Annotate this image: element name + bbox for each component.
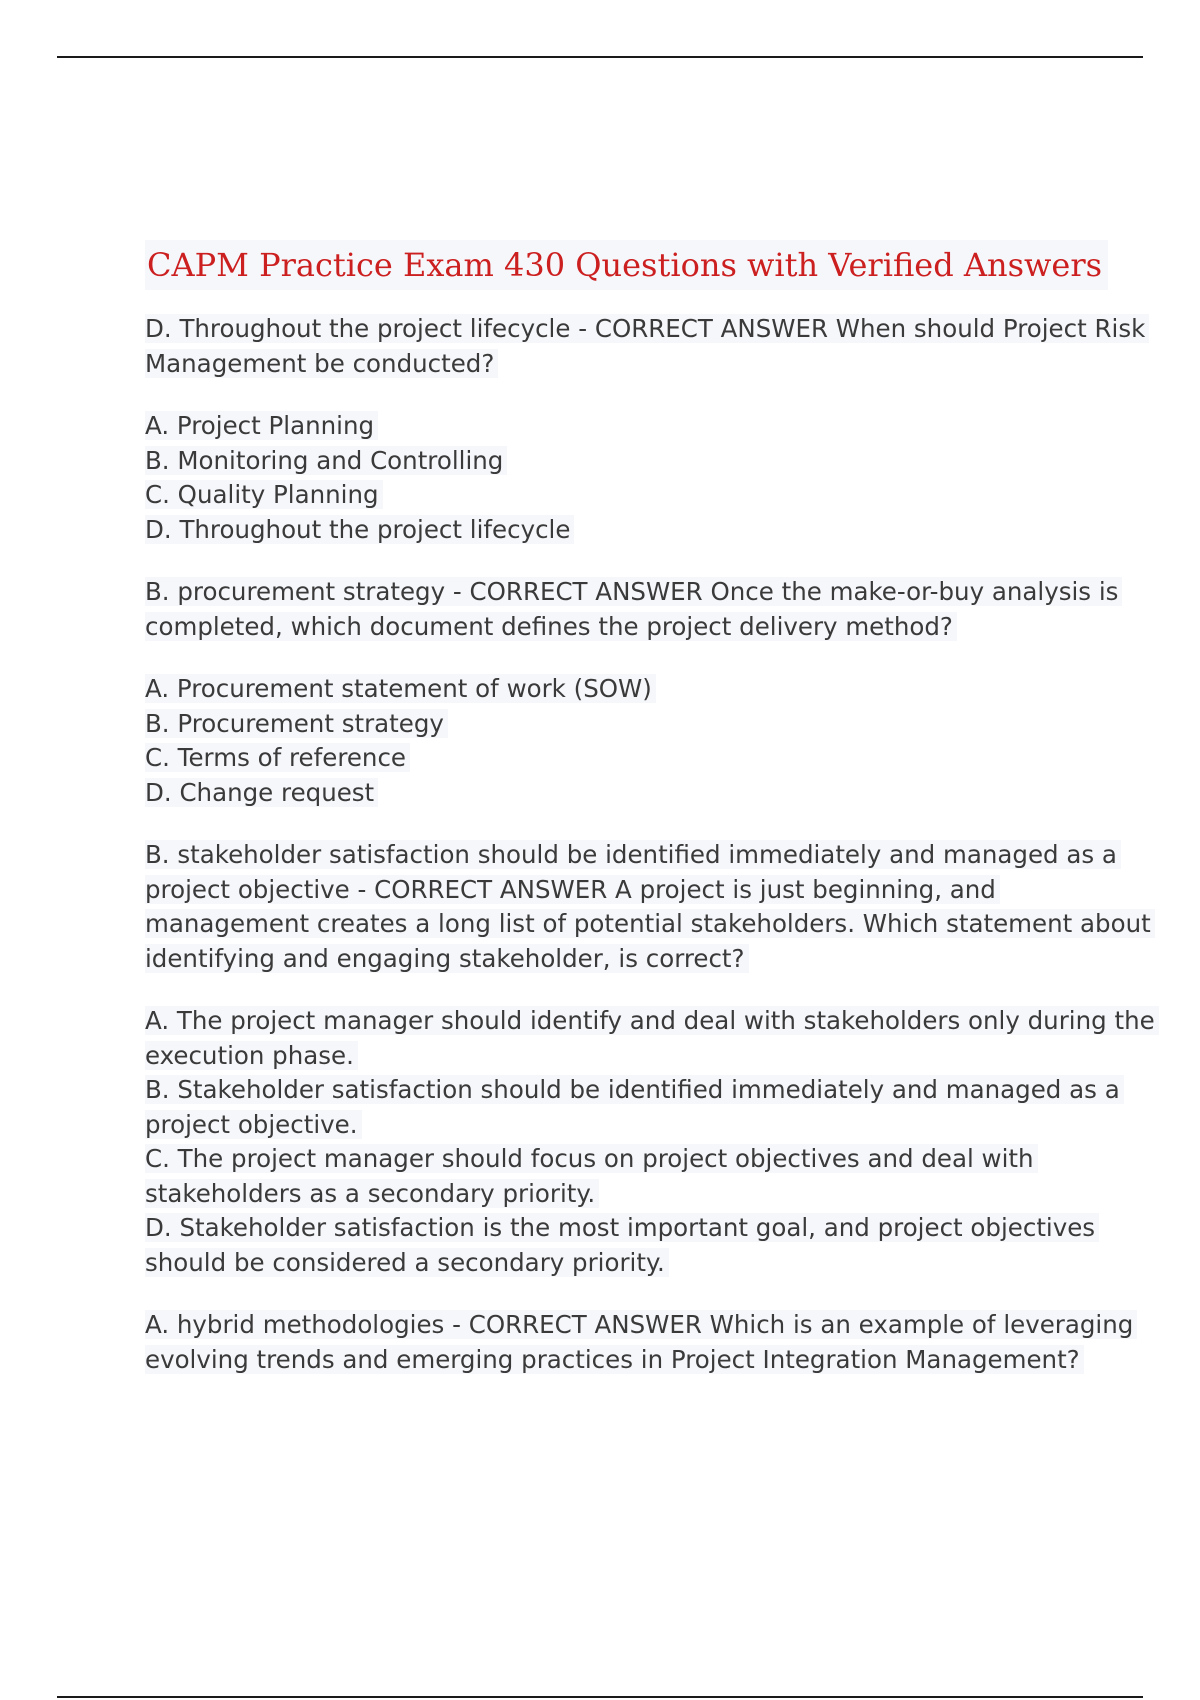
question-4-prompt (145, 1308, 1134, 1377)
question-3-options (145, 1004, 1155, 1280)
option-line: B. Stakeholder satisfaction should be identified immediately and managed as a (145, 1073, 1095, 1108)
option-line: B. Procurement strategy (145, 707, 1095, 742)
question-2-prompt (145, 575, 1119, 644)
option-line: C. Quality Planning (145, 478, 1095, 513)
prompt-line: Management be conducted? (145, 347, 1095, 382)
prompt-line: management creates a long list of potential stakeholders. Which statement about (145, 907, 1095, 942)
option-line: should be considered a secondary priority. (145, 1246, 1095, 1281)
prompt-line: completed, which document defines the project delivery method? (145, 610, 1095, 645)
option-line: stakeholders as a secondary priority. (145, 1177, 1095, 1212)
option-line: D. Change request (145, 776, 1095, 811)
footer-rule (57, 1696, 1143, 1698)
prompt-line: B. procurement strategy - CORRECT ANSWER Once the make-or-buy analysis is (145, 575, 1095, 610)
option-line: C. Terms of reference (145, 741, 1095, 776)
option-line: A. Procurement statement of work (SOW) (145, 672, 1095, 707)
question-3-prompt (145, 838, 1151, 976)
question-1-prompt (145, 312, 1146, 381)
document-title: CAPM Practice Exam 430 Questions with Verified Answers (145, 240, 1108, 290)
prompt-line: identifying and engaging stakeholder, is correct? (145, 942, 1095, 977)
option-line: D. Throughout the project lifecycle (145, 513, 1095, 548)
option-line: C. The project manager should focus on project objectives and deal with (145, 1142, 1095, 1177)
prompt-line: A. hybrid methodologies - CORRECT ANSWER Which is an example of leveraging (145, 1308, 1095, 1343)
option-line: D. Stakeholder satisfaction is the most important goal, and project objectives (145, 1211, 1095, 1246)
prompt-line: evolving trends and emerging practices in Project Integration Management? (145, 1343, 1095, 1378)
option-line: project objective. (145, 1108, 1095, 1143)
document-body (145, 240, 1155, 1405)
question-2-options (145, 672, 1095, 810)
option-line: execution phase. (145, 1039, 1095, 1074)
prompt-line: D. Throughout the project lifecycle - CORRECT ANSWER When should Project Risk (145, 312, 1095, 347)
prompt-line: B. stakeholder satisfaction should be identified immediately and managed as a (145, 838, 1095, 873)
option-line: A. The project manager should identify and deal with stakeholders only during the (145, 1004, 1095, 1039)
option-line: A. Project Planning (145, 409, 1095, 444)
question-1-options (145, 409, 1095, 547)
header-rule (57, 56, 1143, 58)
option-line: B. Monitoring and Controlling (145, 444, 1095, 479)
prompt-line: project objective - CORRECT ANSWER A project is just beginning, and (145, 873, 1095, 908)
